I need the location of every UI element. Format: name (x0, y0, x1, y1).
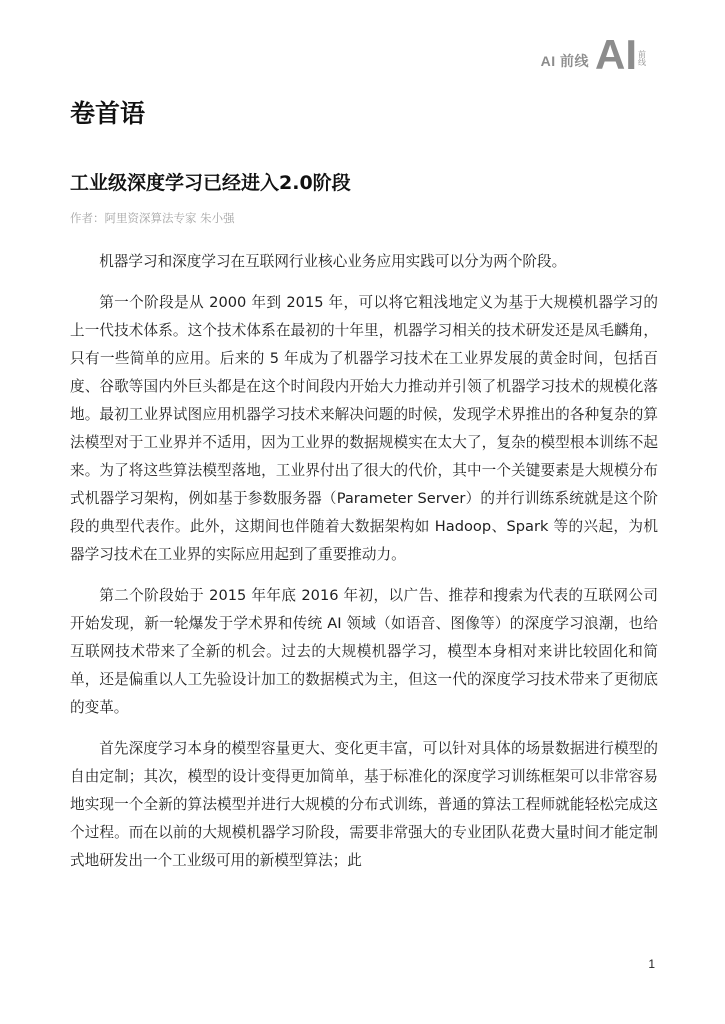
article-byline: 作者：阿里资深算法专家 朱小强 (70, 211, 235, 225)
logo-mark-small-text: 前线 (637, 50, 647, 66)
paragraph: 机器学习和深度学习在互联网行业核心业务应用实践可以分为两个阶段。 (99, 253, 567, 270)
publication-logo (541, 34, 653, 72)
paragraph: 第二个阶段始于 2015 年年底 2016 年初，以广告、推荐和搜索为代表的互联网公司开始发现，新一轮爆发于学术界和传统 AI 领域（如语音、图像等）的深度学习浪潮，也给互联网技术带来了全新的机会。过去的大规模机器学习，模型本身相对来讲比较固化和简单，还是偏重以人工先验设计加工的数据模式为主，但这一代的深度学习技术带来了更彻底的变革。 (70, 587, 658, 716)
paragraph: 首先深度学习本身的模型容量更大、变化更丰富，可以针对具体的场景数据进行模型的自由定制；其次，模型的设计变得更加简单，基于标准化的深度学习训练框架可以非常容易地实现一个全新的算法模型并进行大规模的分布式训练，普通的算法工程师就能轻松完成这个过程。而在以前的大规模机器学习阶段，需要非常强大的专业团队花费大量时间才能定制式地研发出一个工业级可用的新模型算法；此 (70, 740, 658, 869)
logo-mark-letters: AI (595, 34, 637, 72)
ai-logo-mark-icon (595, 34, 653, 72)
section-title: 卷首语 (70, 99, 146, 128)
article-body (70, 248, 658, 888)
article-title: 工业级深度学习已经进入2.0阶段 (70, 172, 351, 194)
paragraph: 第一个阶段是从 2000 年到 2015 年，可以将它粗浅地定义为基于大规模机器学习的上一代技术体系。这个技术体系在最初的十年里，机器学习相关的技术研发还是凤毛麟角，只有一些简单的应用。后来的 5 年成为了机器学习技术在工业界发展的黄金时间，包括百度、谷歌等国内外巨头都是在这个时间段内开始大力推动并引领了机器学习技术的规模化落地。最初工业界试图应用机器学习技术来解决问题的时候，发现学术界推出的各种复杂的算法模型对于工业界并不适用，因为工业界的数据规模实在太大了，复杂的模型根本训练不起来。为了将这些算法模型落地，工业界付出了很大的代价，其中一个关键要素是大规模分布式机器学习架构，例如基于参数服务器（Parameter Server）的并行训练系统就是这个阶段的典型代表作。此外，这期间也伴随着大数据架构如 Hadoop、Spark 等的兴起，为机器学习技术在工业界的实际应用起到了重要推动力。 (70, 294, 658, 563)
page-number: 1 (648, 957, 655, 971)
logo-text: AI 前线 (540, 53, 589, 69)
